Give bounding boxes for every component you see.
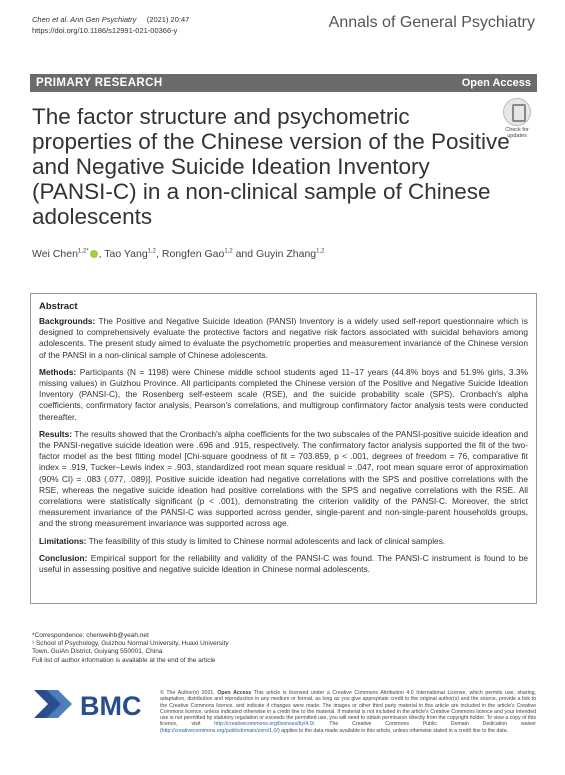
footnotes	[32, 632, 229, 665]
section-label: PRIMARY RESEARCH	[36, 77, 163, 89]
affiliation-1: ¹ School of Psychology, Guizhou Normal University, Huaxi University	[32, 640, 229, 648]
open-access-label: Open Access	[461, 77, 531, 89]
citation-block	[32, 14, 189, 36]
article-title: The factor structure and psychometric properties of the Chinese version of the Positive and Negative Suicide Ideation Inventory (PANSI-C) in a non-clinical sample of Chinese adolescents	[32, 104, 510, 229]
author-list: Wei Chen$^{1,2*}$ , Tao Yang$^{1,2}$, Rongfen Gao$^{1,2}$ and Guyin Zhang$^{1,2}$	[32, 248, 325, 260]
citation-journal: Chen et al. Ann Gen Psychiatry	[32, 15, 137, 24]
check-updates-label: Check for updates	[505, 127, 529, 139]
abstract-backgrounds: Backgrounds: The Positive and Negative Suicide Ideation (PANSI) Inventory is a widely used self-report questionnaire which is designed to comprehensively evaluate the protective factors and negative risk factors associated with suicidal behaviors among adolescents. The present study aimed to evaluate the psychometric properties and measurement invariance of the Chinese version of the PANSI in a non-clinical sample of Chinese adolescents.	[39, 316, 528, 360]
author-affiliation: 1,2	[224, 248, 233, 255]
abstract-conclusion: Conclusion: Empirical support for the reliability and validity of the PANSI-C was found. The PANSI-C instrument is found to be useful in assessing positive and negative suicide ideation in Chinese normal adolescents.	[39, 552, 529, 575]
doi-link[interactable]: https://doi.org/10.1186/s12991-021-00366-y	[32, 26, 178, 35]
author-name[interactable]: Wei Chen	[32, 248, 78, 260]
author-name[interactable]: Rongfen Gao	[161, 248, 225, 260]
check-for-updates-button[interactable]	[498, 98, 536, 139]
orcid-icon[interactable]	[90, 250, 98, 258]
author-affiliation: 1,2	[316, 248, 325, 255]
author-affiliation: 1,2*	[77, 248, 89, 255]
author-name[interactable]: Tao Yang	[104, 248, 148, 260]
license-link[interactable]: http://creativecommons.org/licenses/by/4.0/	[214, 721, 315, 728]
bmc-logo-text: BMC	[80, 691, 142, 721]
abstract-box	[30, 293, 537, 604]
cc0-link[interactable]: http://creativecommons.org/publicdomain/zero/1.0/	[161, 727, 278, 734]
check-updates-icon	[503, 98, 531, 126]
journal-name: Annals of General Psychiatry	[328, 14, 535, 31]
affiliation-1-cont: Town, GuiAn District, Guiyang 550001, China	[32, 648, 163, 656]
abstract-heading: Abstract	[39, 301, 78, 312]
full-list-note: Full list of author information is available at the end of the article	[32, 656, 216, 664]
author-affiliation: 1,2	[147, 248, 157, 255]
abstract-methods: Methods: Participants (N = 1198) were Chinese middle school students aged 11–17 years (44.8% boys and 51.9% girls, 3.3% missing values) in Guizhou Province. All participants completed the Chinese version of the Positive and Negative Suicide Ideation Inventory (PANSI-C), the Rosenberg self-esteem scale (RSE), and the suicide probability scale (SPS). Cronbach's alpha coefficients, confirmatory factor analysis, Pearson's correlations, and multigroup confirmatory factor analysis tests were conducted thereafter.	[39, 366, 529, 422]
abstract-limitations: Limitations: The feasibility of this study is limited to Chinese normal adolescents and lack of clinical samples.	[39, 535, 446, 546]
abstract-results: Results: The results showed that the Cronbach's alpha coefficients for the two subscales of the PANSI-positive suicide ideation and the PANSI-negative suicide ideation were .696 and .915, respectively. The confirmatory factor analysis supported the fit of the two-factor model as the best fitting model [Chi-square goodness of fit = 703.859, p < .001, degrees of freedom = 76, comparative fit index = .919, Tucker–Lewis index = .903, standardized root mean square residual = .047, root mean square error of approximation (90% CI) = .083 (.077, .089)]. Positive suicide ideation had negative correlations with the SPS and positive correlations with the RSE, whereas the negative suicide ideation had positive correlations with the SPS and negative correlations with the RSE. All correlations were statistically significant (p < .001), demonstrating the criterion validity of the PANSI-C. Moreover, the strict measurement invariance of the PANSI-C was supported across gender, single-parent and non-single-parent households groups, and the strong measurement invariance was supported across age.	[39, 428, 528, 529]
citation-year: (2021) 20:47	[146, 15, 190, 24]
license-text: © The Author(s) 2021. Open Access This article is licensed under a Creative Commons Attribution 4.0 International License, which permits use, sharing, adaptation, distribution and reproduction in any medium or format, as long as you give appropriate credit to the original author(s) and the source, provide a link to the Creative Commons licence, and indicate if changes were made. The images or other third party material in this article are included in the article's Creative Commons licence, unless indicated otherwise in a credit line to the material. If material is not included in the article's Creative Commons licence and your intended use is not permitted by statutory regulation or exceeds the permitted use, you will need to obtain permission directly from the copyright holder. To view a copy of this licence, visit http://creativecommons.org/licenses/by/4.0/. The Creative Commons Public Domain Dedication waiver (http://creativecommons.org/publicdomain/zero/1.0/) applies to the data made available in this article, unless otherwise stated in a credit line to the data.	[160, 690, 536, 734]
author-name[interactable]: Guyin Zhang	[256, 248, 317, 260]
bmc-logo	[32, 688, 152, 722]
correspondence[interactable]: *Correspondence: chenweihb@yeah.net	[32, 632, 149, 639]
bmc-logo-icon	[32, 688, 152, 722]
